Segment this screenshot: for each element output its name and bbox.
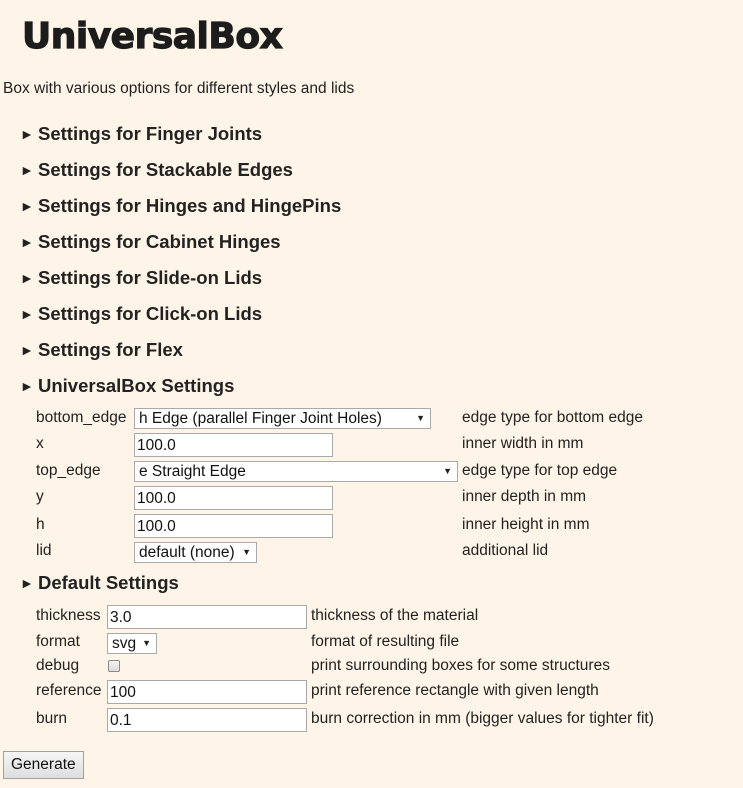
- section-default-settings[interactable]: [20, 571, 179, 595]
- chevron-down-icon: ▼: [416, 413, 425, 423]
- reference-label: reference: [36, 682, 102, 699]
- format-select[interactable]: [107, 633, 157, 654]
- expand-arrow-icon: ►: [20, 198, 34, 214]
- section-label: Settings for Slide-on Lids: [38, 267, 263, 288]
- section-label: Settings for Finger Joints: [38, 123, 263, 144]
- section-finger-joints[interactable]: [20, 122, 262, 146]
- section-label: Default Settings: [38, 572, 179, 593]
- logo-text: UniversalBox: [22, 16, 283, 57]
- expand-arrow-icon: ►: [20, 378, 34, 394]
- section-cabinet-hinges[interactable]: [20, 230, 281, 254]
- lid-value: default (none): [139, 544, 235, 561]
- section-label: Settings for Click-on Lids: [38, 303, 263, 324]
- bottom-edge-help: edge type for bottom edge: [462, 409, 643, 426]
- page-description: Box with various options for different styles and lids: [3, 80, 355, 97]
- top-edge-select[interactable]: [134, 461, 458, 482]
- chevron-down-icon: ▼: [242, 547, 251, 557]
- section-label: UniversalBox Settings: [38, 375, 235, 396]
- h-input[interactable]: [134, 514, 333, 538]
- h-label: h: [36, 516, 45, 533]
- debug-checkbox[interactable]: [108, 660, 120, 672]
- bottom-edge-value: h Edge (parallel Finger Joint Holes): [139, 410, 382, 427]
- chevron-down-icon: ▼: [142, 638, 151, 648]
- section-flex[interactable]: [20, 338, 183, 362]
- expand-arrow-icon: ►: [20, 342, 34, 358]
- section-label: Settings for Stackable Edges: [38, 159, 293, 180]
- burn-input[interactable]: [107, 708, 307, 732]
- section-click-on-lids[interactable]: [20, 302, 262, 326]
- thickness-input[interactable]: [107, 605, 307, 629]
- chevron-down-icon: ▼: [443, 466, 452, 476]
- format-label: format: [36, 633, 80, 650]
- format-value: svg: [112, 635, 137, 652]
- y-input[interactable]: [134, 486, 333, 510]
- x-input[interactable]: [134, 433, 333, 457]
- section-stackable-edges[interactable]: [20, 158, 293, 182]
- y-help: inner depth in mm: [462, 488, 587, 505]
- burn-label: burn: [36, 710, 68, 727]
- expand-arrow-icon: ►: [20, 162, 34, 178]
- lid-select[interactable]: [134, 542, 257, 563]
- debug-help: print surrounding boxes for some structures: [311, 657, 610, 674]
- top-edge-label: top_edge: [36, 462, 101, 479]
- thickness-label: thickness: [36, 607, 101, 624]
- lid-help: additional lid: [462, 542, 549, 559]
- debug-label: debug: [36, 657, 80, 674]
- h-help: inner height in mm: [462, 516, 590, 533]
- x-label: x: [36, 435, 44, 452]
- burn-help: burn correction in mm (bigger values for tighter fit): [311, 710, 654, 727]
- reference-help: print reference rectangle with given length: [311, 682, 599, 699]
- expand-arrow-icon: ►: [20, 306, 34, 322]
- generate-button[interactable]: Generate: [3, 751, 84, 779]
- x-help: inner width in mm: [462, 435, 584, 452]
- expand-arrow-icon: ►: [20, 234, 34, 250]
- bottom-edge-label: bottom_edge: [36, 409, 127, 426]
- app-logo: [22, 10, 302, 60]
- expand-arrow-icon: ►: [20, 126, 34, 142]
- section-slide-on-lids[interactable]: [20, 266, 262, 290]
- section-label: Settings for Hinges and HingePins: [38, 195, 342, 216]
- thickness-help: thickness of the material: [311, 607, 479, 624]
- lid-label: lid: [36, 542, 52, 559]
- expand-arrow-icon: ►: [20, 270, 34, 286]
- section-universalbox-settings[interactable]: [20, 374, 234, 398]
- top-edge-value: e Straight Edge: [139, 463, 246, 480]
- top-edge-help: edge type for top edge: [462, 462, 618, 479]
- expand-arrow-icon: ►: [20, 575, 34, 591]
- bottom-edge-select[interactable]: [134, 408, 431, 429]
- reference-input[interactable]: [107, 680, 307, 704]
- section-label: Settings for Flex: [38, 339, 183, 360]
- section-hinges[interactable]: [20, 194, 341, 218]
- format-help: format of resulting file: [311, 633, 460, 650]
- y-label: y: [36, 488, 44, 505]
- section-label: Settings for Cabinet Hinges: [38, 231, 281, 252]
